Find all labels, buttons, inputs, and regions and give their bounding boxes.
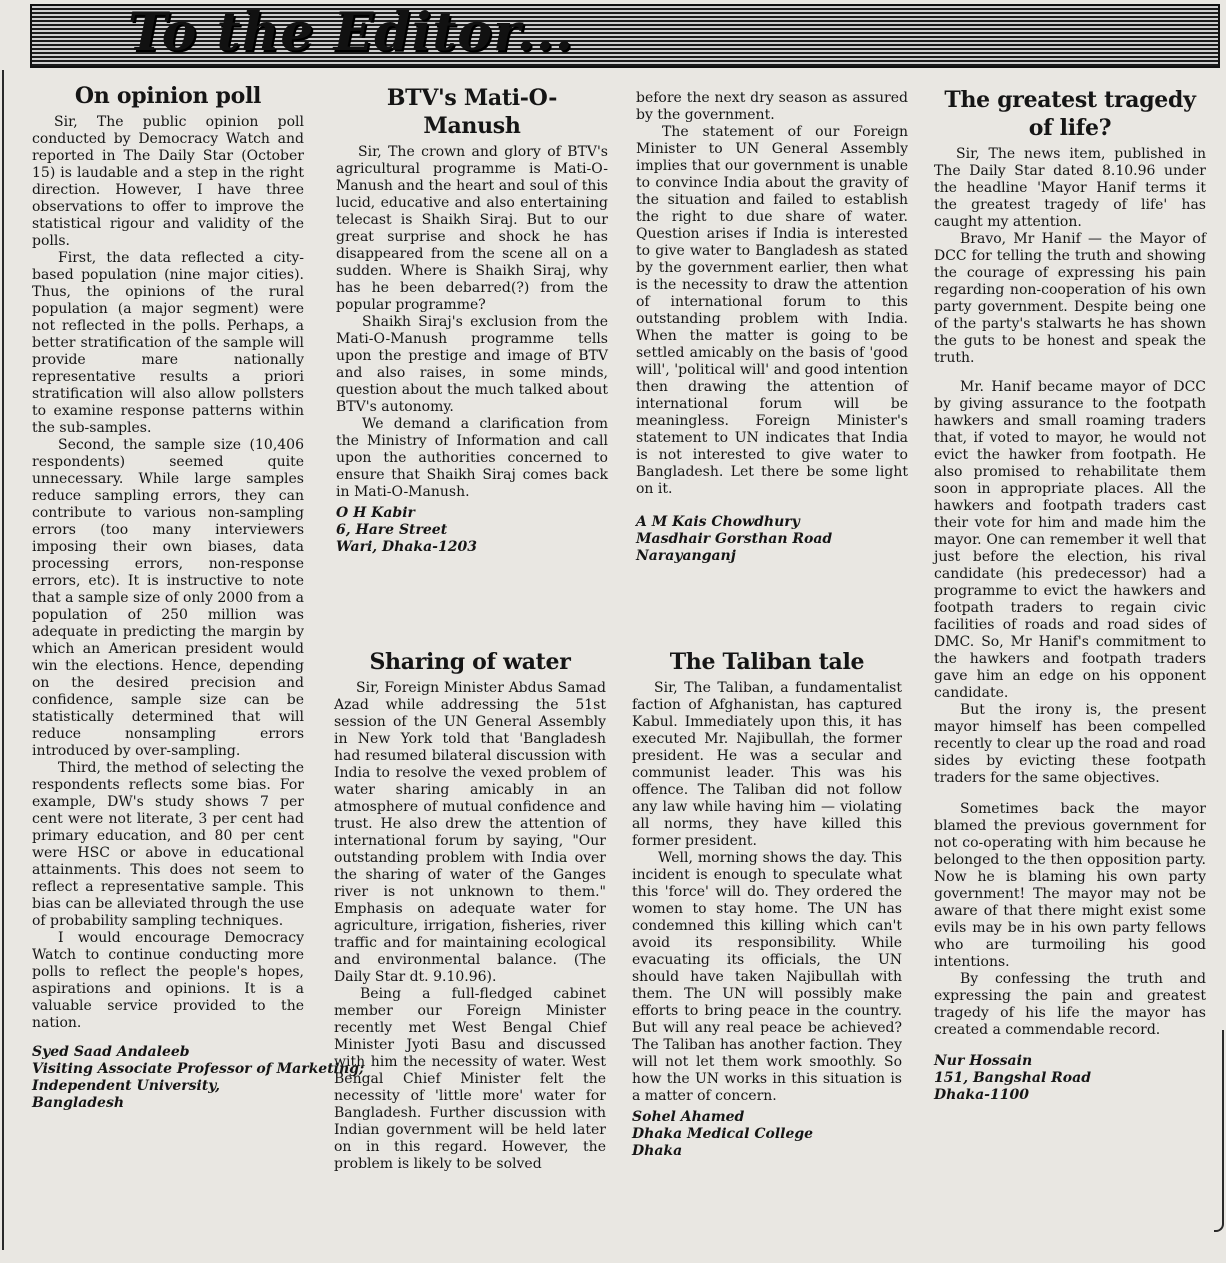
letter-paragraph: By confessing the truth and expressing the pain and greatest tragedy of his life the mayor has created a commendable record. (934, 971, 1206, 1038)
letter-paragraph: before the next dry season as assured by the government. (636, 90, 908, 123)
letter-paragraph: Sir, The public opinion poll conducted by Democracy Watch and reported in The Daily Star (October 15) is laudable and a step in the right direction. However, I have three observations to offer to improve the statistical rigour and validity of the polls. (32, 114, 304, 249)
letter-paragraph: I would encourage Democracy Watch to continue conducting more polls to reflect the people's hopes, aspirations and opinions. It is a valuable service provided to the nation. (32, 930, 304, 1031)
letter-paragraph: Sir, The news item, published in The Daily Star dated 8.10.96 under the headline 'Mayor Hanif terms it the greatest tragedy of life' has caught my attention. (934, 146, 1206, 230)
signature-line: Dhaka-1100 (934, 1087, 1029, 1103)
signature-line: Bangladesh (32, 1095, 125, 1111)
signature-line: A M Kais Chowdhury (636, 514, 800, 530)
section-banner (30, 4, 1220, 68)
signature-line: Narayanganj (636, 548, 736, 564)
headline-opinion-poll: On opinion poll (74, 83, 262, 109)
letter-paragraph: Being a full-fledged cabinet member our Foreign Minister recently met West Bengal Chief Minister Jyoti Basu and discussed with him the necessity of water. West Bengal Chief Minister felt the necessity of 'little more' water for Bangladesh. Further discussion with Indian government will be held later on in this regard. However, the problem is likely to be solved (334, 986, 606, 1172)
headline-btv: BTV's Mati-O-Manush (386, 85, 558, 139)
signature-line: Independent University, (32, 1078, 220, 1094)
signature-line: O H Kabir (336, 505, 415, 521)
letter-taliban-tale (632, 648, 902, 1160)
signature-sharing-of-water (636, 514, 908, 565)
letter-sharing-of-water-continued (636, 90, 908, 565)
letter-paragraph: Shaikh Siraj's exclusion from the Mati-O-Manush programme tells upon the prestige and image of BTV and also raises, in some minds, question about the much talked about BTV's autonomy. (336, 314, 608, 415)
signature-btv (336, 505, 608, 556)
letter-opinion-poll (32, 82, 365, 1112)
signature-line: Masdhair Gorsthan Road (636, 531, 833, 547)
letter-paragraph: Third, the method of selecting the respondents reflects some bias. For example, DW's study shows 7 per cent were not literate, 3 per cent had primary education, and 80 per cent were HSC or above in educational attainments. This does not seem to reflect a representative sample. This bias can be alleviated through the use of probability sampling techniques. (32, 760, 304, 929)
letter-paragraph: Second, the sample size (10,406 respondents) seemed quite unnecessary. While large samples reduce sampling errors, they can contribute to various non-sampling errors (too many interviewers imposing their own biases, data processing errors, non-response errors, etc). It is instructive to note that a sample size of only 2000 from a population of 250 million was adequate in predicting the margin by which an American president would win the elections. Hence, depending on the desired precision and confidence, sample size can be statistically determined that will reduce nonsampling errors introduced by over-sampling. (32, 437, 304, 759)
section-title: To the Editor... (128, 2, 574, 63)
signature-line: Wari, Dhaka-1203 (336, 539, 477, 555)
signature-opinion-poll (32, 1044, 365, 1112)
letter-paragraph: Sir, The Taliban, a fundamentalist faction of Afghanistan, has captured Kabul. Immediately upon this, it has executed Mr. Najibullah, the former president. He was a secular and communist leader. This was his offence. The Taliban did not follow any law while having him — violating all norms, they have killed this former president. (632, 680, 902, 849)
signature-line: Dhaka Medical College (632, 1126, 814, 1142)
letter-paragraph: Sometimes back the mayor blamed the previous government for not co-operating with him because he belonged to the then opposition party. Now he is blaming his own party government! The mayor may not be aware of that there might exist some evils may be in his own party fellows who are turmoiling his good intentions. (934, 801, 1206, 970)
letter-greatest-tragedy (934, 86, 1206, 1104)
letter-paragraph: We demand a clarification from the Ministry of Information and call upon the authorities concerned to ensure that Shaikh Siraj comes back in Mati-O-Manush. (336, 416, 608, 500)
left-border-rule (2, 70, 4, 1250)
signature-line: Dhaka (632, 1143, 683, 1159)
signature-line: Syed Saad Andaleeb (32, 1044, 190, 1060)
letter-paragraph: But the irony is, the present mayor himself has been compelled recently to clear up the road and road sides by evicting these footpath traders for the same objectives. (934, 702, 1206, 786)
headline-sharing-of-water: Sharing of water (369, 649, 571, 675)
signature-line: Sohel Ahamed (632, 1109, 745, 1125)
letter-paragraph: The statement of our Foreign Minister to UN General Assembly implies that our government is unable to convince India about the gravity of the situation and failed to establish the right to due share of water. Question arises if India is interested to give water to Bangladesh as stated by the government earlier, then what is the necessity to draw the attention of international forum to this outstanding problem with India. When the matter is going to be settled amicably on the basis of 'good will', 'political will' and good intention then drawing the attention of international forum will be meaningless. Foreign Minister's statement to UN indicates that India is not interested to give water to Bangladesh. Let there be some light on it. (636, 124, 908, 497)
headline-greatest-tragedy: The greatest tragedy of life? (944, 87, 1196, 141)
signature-greatest-tragedy (934, 1053, 1206, 1104)
letter-paragraph: Mr. Hanif became mayor of DCC by giving assurance to the footpath hawkers and small roaming traders that, if voted to mayor, he would not evict the hawker from footpath. He also promised to rehabilitate them soon in appropriate places. All the hawkers and footpath traders cast their vote for him and made him the mayor. One can remember it well that just before the election, his rival candidate (his predecessor) had a programme to evict the hawkers and footpath traders to regain civic facilities of roads and road sides of DMC. So, Mr Hanif's commitment to the hawkers and footpath traders gave him an edge on his opponent candidate. (934, 379, 1206, 701)
letter-sharing-of-water (334, 648, 606, 1173)
signature-line: 6, Hare Street (336, 522, 448, 538)
letter-paragraph: Sir, The crown and glory of BTV's agricultural programme is Mati-O-Manush and the heart and soul of this lucid, educative and also entertaining telecast is Shaikh Siraj. But to our great surprise and shock he has disappeared from the scene all on a sudden. Where is Shaikh Siraj, why has he been debarred(?) from the popular programme? (336, 144, 608, 313)
signature-taliban-tale (632, 1109, 902, 1160)
signature-line: 151, Bangshal Road (934, 1070, 1092, 1086)
right-border-rule (1214, 1030, 1224, 1232)
letter-paragraph: Bravo, Mr Hanif — the Mayor of DCC for telling the truth and showing the courage of expressing his pain regarding non-cooperation of his own party government. Despite being one of the party's stalwarts he has shown the guts to be honest and speak the truth. (934, 231, 1206, 366)
signature-line: Nur Hossain (934, 1053, 1033, 1069)
signature-line: Visiting Associate Professor of Marketing; (32, 1061, 365, 1077)
letter-paragraph: First, the data reflected a city-based population (nine major cities). Thus, the opinions of the rural population (a major segment) were not reflected in the polls. Perhaps, a better stratification of the sample will provide mare nationally representative results a priori stratification will also allow pollsters to examine response patterns within the sub-samples. (32, 250, 304, 436)
letter-paragraph: Sir, Foreign Minister Abdus Samad Azad while addressing the 51st session of the UN General Assembly in New York told that 'Bangladesh had resumed bilateral discussion with India to resolve the vexed problem of water sharing amicably in an atmosphere of mutual confidence and trust. He also drew the attention of international forum by saying, "Our outstanding problem with India over the sharing of water of the Ganges river is not unknown to them." Emphasis on adequate water for agriculture, irrigation, fisheries, river traffic and for maintaining ecological and environmental balance. (The Daily Star dt. 9.10.96). (334, 680, 606, 985)
letter-btv (336, 84, 608, 556)
headline-taliban-tale: The Taliban tale (669, 649, 865, 675)
letter-paragraph: Well, morning shows the day. This incident is enough to speculate what this 'force' will do. They ordered the women to stay home. The UN has condemned this killing which can't avoid its responsibility. While evacuating its officials, the UN should have taken Najibullah with them. The UN will possibly make efforts to bring peace in the country. But will any real peace be achieved? The Taliban has another faction. They will not let them work smoothly. So how the UN works in this situation is a matter of concern. (632, 850, 902, 1104)
